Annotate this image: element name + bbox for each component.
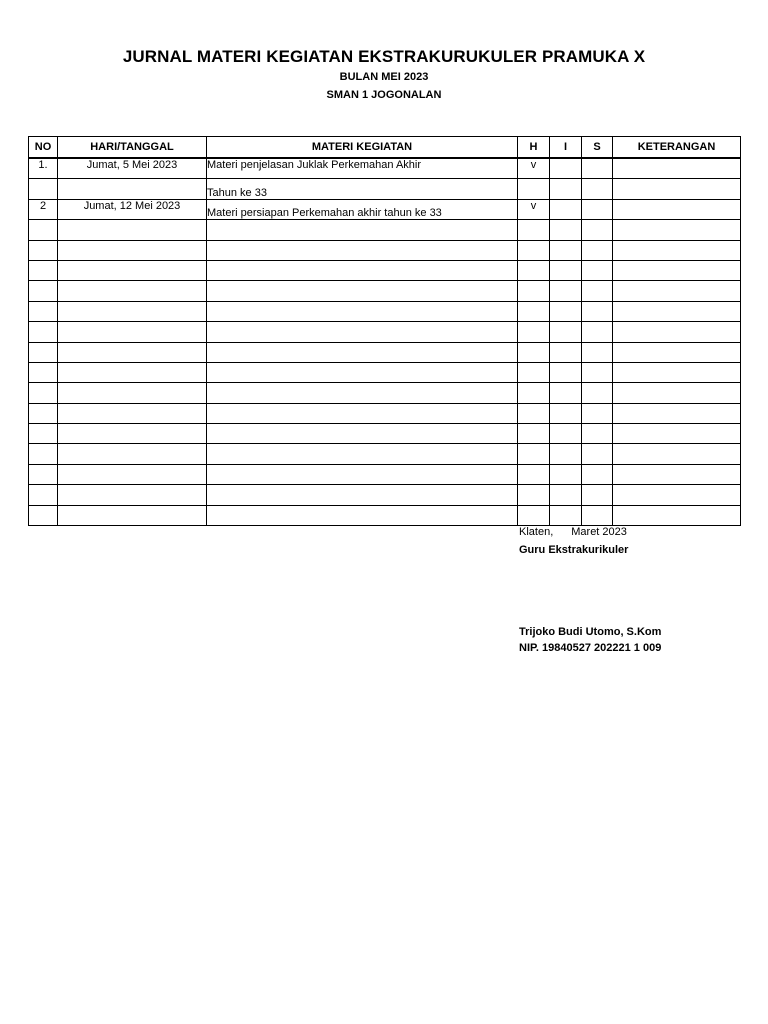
cell-i (550, 505, 582, 525)
cell-date (58, 179, 207, 199)
cell-i (550, 403, 582, 423)
cell-keterangan (613, 464, 741, 484)
cell-date (58, 505, 207, 525)
cell-keterangan (613, 179, 741, 199)
cell-no (29, 322, 58, 342)
signature-role: Guru Ekstrakurikuler (519, 544, 629, 556)
cell-date: Jumat, 12 Mei 2023 (58, 199, 207, 219)
signature-nip: NIP. 19840527 202221 1 009 (519, 642, 662, 654)
cell-materi (207, 362, 518, 382)
cell-materi (207, 281, 518, 301)
cell-materi (207, 424, 518, 444)
cell-no (29, 301, 58, 321)
column-header-date: HARI/TANGGAL (58, 137, 207, 159)
cell-materi (207, 240, 518, 260)
cell-date (58, 281, 207, 301)
cell-no (29, 424, 58, 444)
cell-h (518, 362, 550, 382)
column-header-i: I (550, 137, 582, 159)
cell-i (550, 158, 582, 179)
cell-keterangan (613, 260, 741, 280)
cell-keterangan (613, 281, 741, 301)
cell-i (550, 240, 582, 260)
cell-h (518, 464, 550, 484)
cell-i (550, 362, 582, 382)
cell-date (58, 220, 207, 240)
cell-s (582, 158, 613, 179)
cell-keterangan (613, 322, 741, 342)
cell-materi (207, 260, 518, 280)
cell-date (58, 444, 207, 464)
cell-keterangan (613, 342, 741, 362)
cell-materi (207, 403, 518, 423)
cell-materi: Tahun ke 33 (207, 179, 518, 199)
document-school: SMAN 1 JOGONALAN (326, 89, 442, 101)
cell-keterangan (613, 362, 741, 382)
table-row (29, 220, 741, 240)
cell-i (550, 444, 582, 464)
cell-s (582, 403, 613, 423)
cell-keterangan (613, 424, 741, 444)
cell-i (550, 322, 582, 342)
cell-h: v (518, 158, 550, 179)
cell-no (29, 464, 58, 484)
cell-keterangan (613, 403, 741, 423)
cell-no (29, 220, 58, 240)
table-row (29, 403, 741, 423)
cell-s (582, 464, 613, 484)
column-header-keterangan: KETERANGAN (613, 137, 741, 159)
column-header-h: H (518, 137, 550, 159)
cell-h (518, 220, 550, 240)
cell-date (58, 301, 207, 321)
cell-s (582, 424, 613, 444)
signature-place-date (519, 526, 627, 538)
cell-no (29, 179, 58, 199)
cell-keterangan (613, 199, 741, 219)
cell-date (58, 383, 207, 403)
cell-no: 2 (29, 199, 58, 219)
cell-h (518, 260, 550, 280)
signature-date: Maret 2023 (571, 526, 627, 538)
cell-no: 1. (29, 158, 58, 179)
cell-materi (207, 464, 518, 484)
cell-no (29, 240, 58, 260)
cell-materi (207, 485, 518, 505)
cell-materi: Materi persiapan Perkemahan akhir tahun ke 33 (207, 199, 518, 219)
cell-s (582, 281, 613, 301)
cell-keterangan (613, 485, 741, 505)
table-header-row (29, 137, 741, 159)
column-header-materi: MATERI KEGIATAN (207, 137, 518, 159)
column-header-no: NO (29, 137, 58, 159)
cell-no (29, 342, 58, 362)
journal-table (28, 136, 741, 526)
cell-keterangan (613, 444, 741, 464)
cell-h (518, 383, 550, 403)
cell-i (550, 464, 582, 484)
cell-s (582, 199, 613, 219)
table-row (29, 424, 741, 444)
cell-s (582, 179, 613, 199)
cell-date (58, 403, 207, 423)
cell-date (58, 260, 207, 280)
cell-h (518, 444, 550, 464)
document-month: BULAN MEI 2023 (339, 71, 429, 83)
table-row (29, 505, 741, 525)
signature-name: Trijoko Budi Utomo, S.Kom (519, 626, 662, 638)
cell-i (550, 424, 582, 444)
cell-i (550, 199, 582, 219)
table-row (29, 383, 741, 403)
cell-keterangan (613, 505, 741, 525)
table-row (29, 240, 741, 260)
cell-h (518, 424, 550, 444)
cell-materi (207, 383, 518, 403)
table-row (29, 342, 741, 362)
cell-no (29, 260, 58, 280)
document-title: JURNAL MATERI KEGIATAN EKSTRAKURUKULER PRAMUKA X (122, 47, 646, 66)
cell-materi (207, 322, 518, 342)
table-row (29, 464, 741, 484)
cell-materi: Materi penjelasan Juklak Perkemahan Akhir (207, 158, 518, 179)
cell-h (518, 179, 550, 199)
cell-h: v (518, 199, 550, 219)
cell-h (518, 281, 550, 301)
cell-materi (207, 444, 518, 464)
cell-h (518, 403, 550, 423)
cell-h (518, 485, 550, 505)
cell-no (29, 505, 58, 525)
cell-date (58, 424, 207, 444)
cell-h (518, 505, 550, 525)
cell-keterangan (613, 158, 741, 179)
table-row (29, 444, 741, 464)
cell-materi (207, 342, 518, 362)
journal-table-body (29, 158, 741, 526)
cell-no (29, 281, 58, 301)
cell-no (29, 403, 58, 423)
cell-i (550, 179, 582, 199)
cell-date (58, 240, 207, 260)
cell-h (518, 342, 550, 362)
cell-s (582, 362, 613, 382)
table-row (29, 158, 741, 179)
cell-i (550, 383, 582, 403)
cell-no (29, 444, 58, 464)
cell-s (582, 444, 613, 464)
table-row (29, 301, 741, 321)
cell-keterangan (613, 383, 741, 403)
cell-materi (207, 220, 518, 240)
cell-h (518, 301, 550, 321)
table-row (29, 281, 741, 301)
cell-s (582, 383, 613, 403)
cell-i (550, 281, 582, 301)
cell-h (518, 240, 550, 260)
table-row (29, 322, 741, 342)
cell-keterangan (613, 240, 741, 260)
cell-s (582, 322, 613, 342)
cell-keterangan (613, 301, 741, 321)
cell-date (58, 362, 207, 382)
table-row (29, 485, 741, 505)
cell-s (582, 260, 613, 280)
cell-no (29, 383, 58, 403)
table-row (29, 179, 741, 199)
cell-i (550, 220, 582, 240)
cell-i (550, 260, 582, 280)
column-header-s: S (582, 137, 613, 159)
cell-date: Jumat, 5 Mei 2023 (58, 158, 207, 179)
cell-materi (207, 505, 518, 525)
cell-no (29, 362, 58, 382)
cell-i (550, 342, 582, 362)
table-row (29, 362, 741, 382)
cell-h (518, 322, 550, 342)
table-row (29, 260, 741, 280)
cell-date (58, 485, 207, 505)
signature-place: Klaten, (519, 526, 554, 538)
cell-s (582, 240, 613, 260)
cell-date (58, 342, 207, 362)
cell-s (582, 301, 613, 321)
cell-no (29, 485, 58, 505)
table-row (29, 199, 741, 219)
cell-s (582, 485, 613, 505)
cell-i (550, 301, 582, 321)
cell-keterangan (613, 220, 741, 240)
cell-s (582, 220, 613, 240)
cell-materi (207, 301, 518, 321)
cell-date (58, 322, 207, 342)
cell-s (582, 342, 613, 362)
cell-s (582, 505, 613, 525)
cell-i (550, 485, 582, 505)
cell-date (58, 464, 207, 484)
